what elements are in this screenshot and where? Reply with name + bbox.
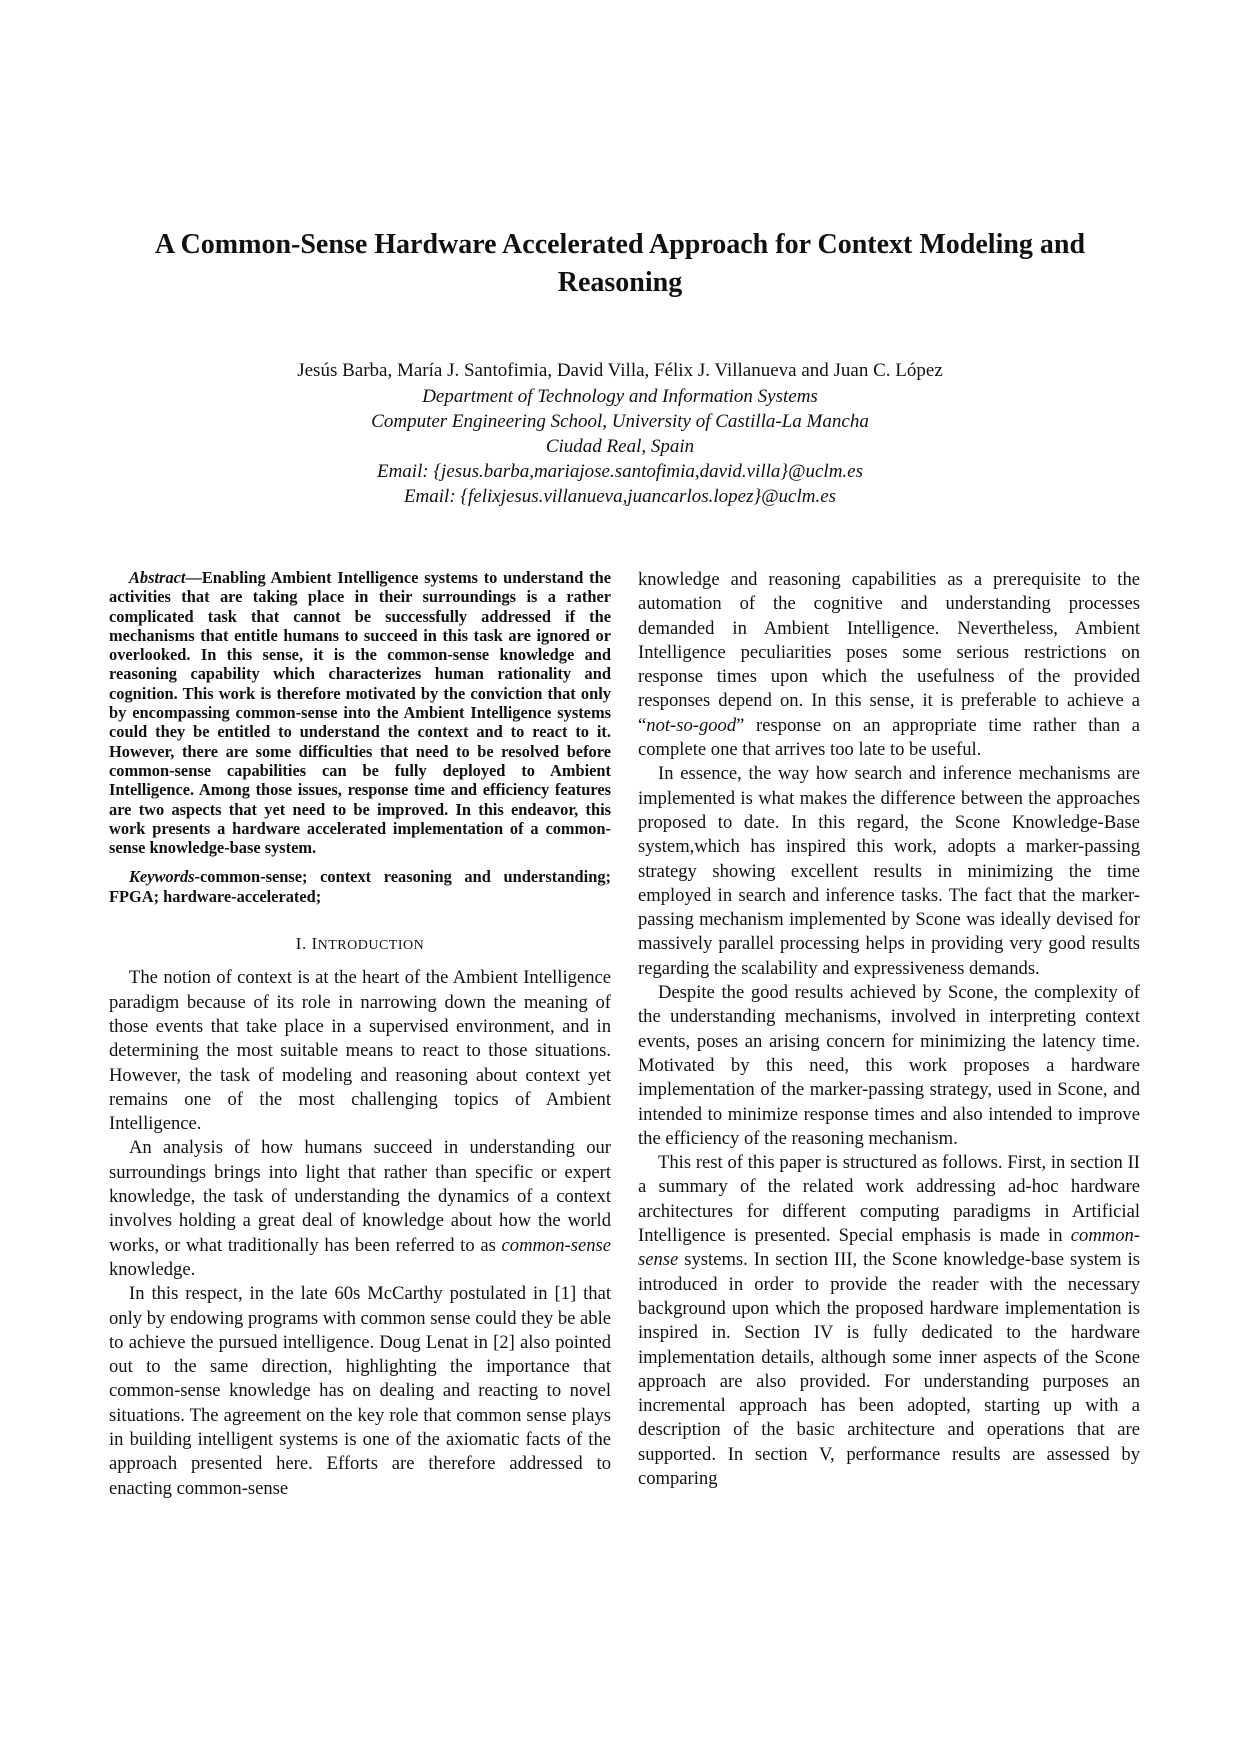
- intro-p2-text-a: An analysis of how humans succeed in understanding our surroundings brings into light that rather than specific or expert knowledge, the task of understanding the dynamics of a context involves holding a great deal of knowledge about how the world works, or what traditionally has been referred to as: [109, 1137, 611, 1256]
- right-p1-emphasis: not-so-good: [646, 714, 737, 736]
- right-p4-emphasis: common-sense: [638, 1225, 1140, 1271]
- title-line-1: A Common-Sense Hardware Accelerated Approach for Context Modeling and: [154, 229, 1086, 260]
- intro-paragraph-1: The notion of context is at the heart of the Ambient Intelligence paradigm because of its role in narrowing down the meaning of those events that take place in a supervised environment, and in determining the most suitable means to react to those situations. However, the task of modeling and reasoning about context yet remains one of the most challenging topics of Ambient Intelligence.: [109, 967, 611, 1135]
- author-list: Jesús Barba, María J. Santofimia, David Villa, Félix J. Villanueva and Juan C. López: [297, 360, 943, 381]
- intro-paragraph-2: [109, 1136, 611, 1282]
- right-paragraph-1: [638, 568, 1140, 762]
- intro-p2-text-b: knowledge.: [109, 1258, 196, 1280]
- section-title: NTRODUCTION: [317, 938, 425, 954]
- abstract-label: Abstract: [129, 568, 186, 587]
- right-p1-text-b: ” response on an appropriate time rather than a complete one that arrives too late to be useful.: [638, 714, 1140, 761]
- intro-p2-emphasis: common-sense: [501, 1234, 611, 1256]
- abstract: [109, 568, 611, 857]
- affiliation-department: Department of Technology and Information Systems: [422, 386, 818, 407]
- affiliation-email-1: Email: {jesus.barba,mariajose.santofimia,david.villa}@uclm.es: [376, 461, 863, 482]
- keywords-label: Keywords: [129, 867, 195, 887]
- right-p4-text-a: This rest of this paper is structured as follows. First, in section II a summary of the related work addressing ad-hoc hardware architectures for different computing paradigms in Artificial Intelligence is presented. Special emphasis is made in: [638, 1152, 1140, 1247]
- affiliation-email-2: Email: {felixjesus.villanueva,juancarlos.lopez}@uclm.es: [403, 486, 837, 507]
- right-p1-text-a: knowledge and reasoning capabilities as a prerequisite to the automation of the cognitive and understanding processes demanded in Ambient Intelligence. Nevertheless, Ambient Intelligence peculiarities poses some serious restrictions on response times upon which the usefulness of the provided responses depend on. In this sense, it is preferable to achieve a “: [638, 569, 1140, 736]
- abstract-text: —Enabling Ambient Intelligence systems to understand the activities that are taking place in their surroundings is a rather complicated task that cannot be successfully addressed if the mechanisms that entitle humans to succeed in this task are ignored or overlooked. In this sense, it is the common-sense knowledge and reasoning capability which characterizes human rationality and cognition. This work is therefore motivated by the conviction that only by encompassing common-sense into the Ambient Intelligence systems could they be entitled to understand the context and to react to it. However, there are some difficulties that need to be resolved before common-sense capabilities can be fully deployed to Ambient Intelligence. Among those issues, response time and efficiency features are two aspects that yet need to be improved. In this endeavor, this work presents a hardware accelerated implementation of a common-sense knowledge-base system.: [109, 568, 611, 858]
- affiliation-school: Computer Engineering School, University of Castilla-La Mancha: [371, 411, 869, 432]
- page-title: [120, 226, 1120, 302]
- keywords: [109, 867, 611, 906]
- affiliation-location: Ciudad Real, Spain: [545, 436, 695, 457]
- right-paragraph-4: [638, 1151, 1140, 1491]
- title-line-2: Reasoning: [557, 267, 683, 298]
- right-p4-text-b: systems. In section III, the Scone knowledge-base system is introduced in order to provide the reader with the necessary background upon which the proposed hardware implementation is inspired in. Section IV is fully dedicated to the hardware implementation details, although some inner aspects of the Scone approach are also provided. For understanding purposes an incremental approach has been adopted, starting up with a description of the basic architecture and operations that are supported. In section V, performance results are assessed by comparing: [638, 1249, 1140, 1489]
- intro-paragraph-3: In this respect, in the late 60s McCarthy postulated in [1] that only by endowing programs with common sense could they be able to achieve the pursued intelligence. Doug Lenat in [2] also pointed out to the same direction, highlighting the importance that common-sense knowledge has on dealing and reacting to novel situations. The agreement on the key role that common sense plays in building intelligent systems is one of the axiomatic facts of the approach presented here. Efforts are therefore addressed to enacting common-sense: [109, 1283, 611, 1499]
- right-paragraph-3: Despite the good results achieved by Scone, the complexity of the understanding mechanisms, involved in interpreting context events, poses an arising concern for minimizing the latency time. Motivated by this need, this work proposes a hardware implementation of the marker-passing strategy, used in Scone, and intended to minimize response times and also intended to improve the efficiency of the reasoning mechanism.: [638, 982, 1140, 1149]
- left-column: [109, 568, 611, 1501]
- right-column: [638, 568, 1140, 1491]
- right-paragraph-2: In essence, the way how search and inference mechanisms are implemented is what makes the difference between the approaches proposed to date. In this regard, the Scone Knowledge-Base system,which has inspired this work, adopts a marker-passing strategy showing excellent results in minimizing the time employed in search and inference tasks. The fact that the marker-passing mechanism implemented by Scone was ideally devised for massively parallel processing helps in providing very good results regarding the scalability and expressiveness demands.: [638, 763, 1140, 979]
- keywords-text: -common-sense; context reasoning and understanding; FPGA; hardware-accelerated;: [109, 867, 611, 906]
- section-heading-introduction: [109, 932, 611, 958]
- section-number: I. I: [295, 934, 318, 954]
- affiliation-block: [120, 384, 1120, 509]
